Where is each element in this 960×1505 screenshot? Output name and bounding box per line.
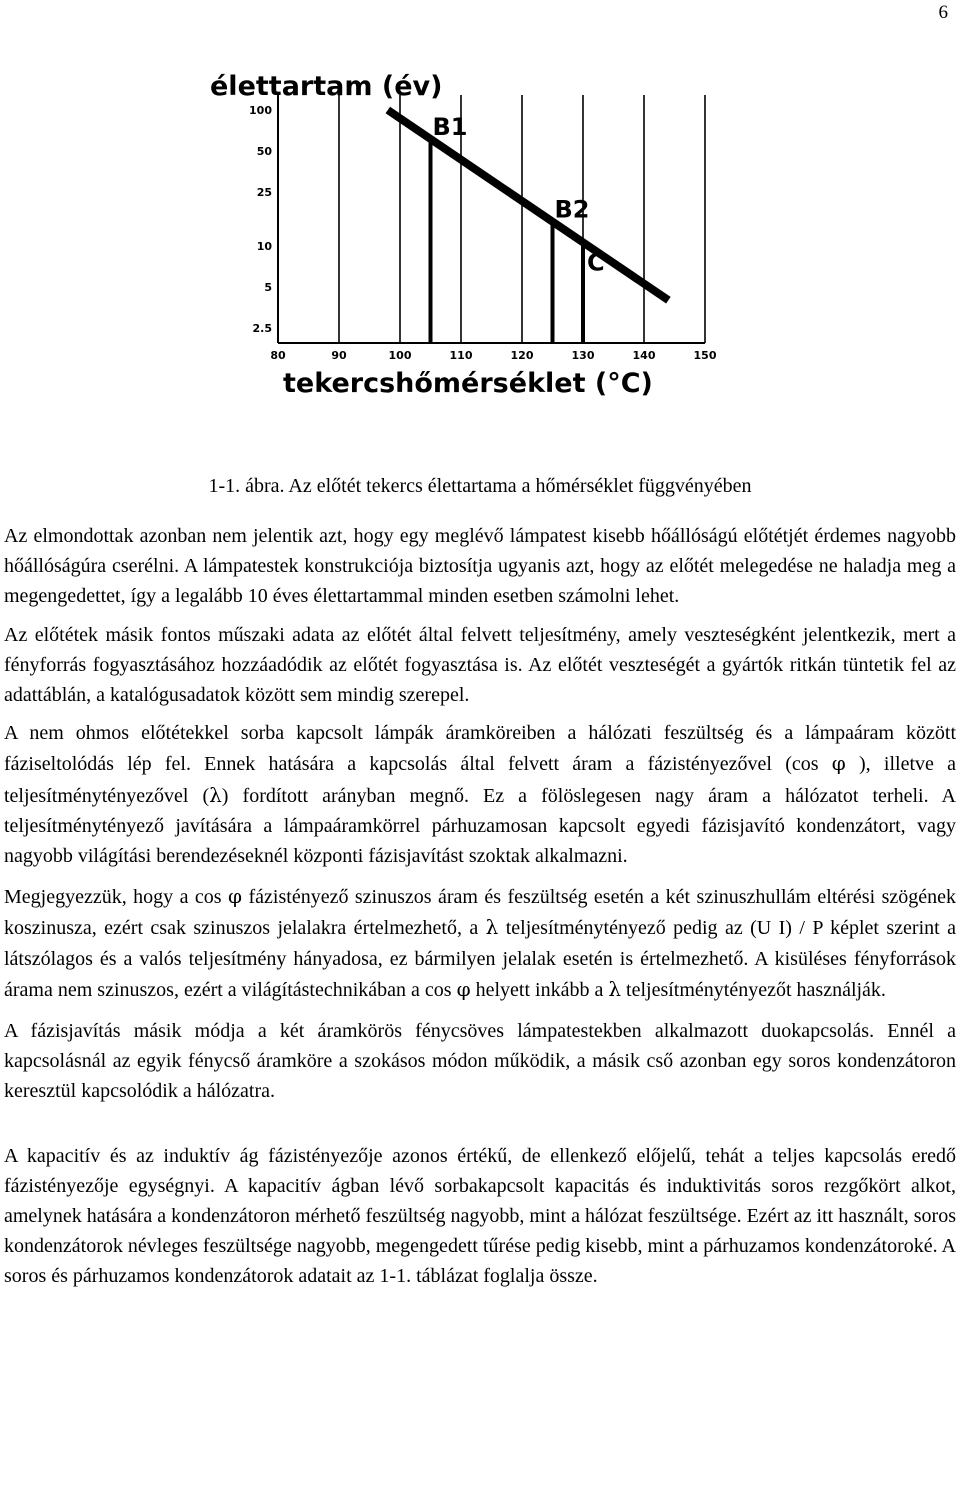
chart-x-ticks [270,349,716,362]
paragraph-4 [4,881,956,1005]
chart-y-axis-label: élettartam (év) [210,71,443,102]
chart-svg [205,60,725,405]
p4-text-e: teljesítménytényezőt használják. [621,978,886,1001]
p3-text-b: ), illetve a teljesítménytényezővel ( [4,753,956,807]
chart-x-tick-label: 120 [510,349,534,362]
paragraph-5: A fázisjavítás másik módja a két áramkörös fénycsöves lámpatestekben alkalmazott duokapcsolás. Ennél a kapcsolásnál az egyik fénycső áramköre a szokásos módon működik, a másik cső azonban egy soros kondenzátoron keresztül kapcsolódik a hálózatra. [4,1020,956,1103]
chart-markers [431,113,605,343]
chart-x-axis-label: tekercshőmérséklet (°C) [283,368,653,399]
paragraph-2: Az előtétek másik fontos műszaki adata az előtét által felvett teljesítmény, amely veszteségként jelentkezik, mert a fényforrás fogyasztásához hozzáadódik az előtét fogyasztása is. Az előtét veszteségét a gyártók ritkán tüntetik fel az adattáblán, a katalógusadatok között sem mindig szerepel. [4,623,956,707]
lambda-symbol: λ [485,915,499,940]
page-number: 6 [938,2,948,23]
p3-text-c: ) fordított arányban megnő. Ez a fölöslegesen nagy áram a hálózatot terheli. A teljesítménytényező javítására a lámpaáramkörrel párhuzamosan kapcsolt egyedi fázisjavító kondenzátort, vagy nagyobb világítási berendezéseknél központi fázisjavítást szoktak alkalmazni. [4,784,956,868]
lambda-symbol: λ [209,782,222,807]
lambda-symbol: λ [608,976,622,1001]
chart-y-tick-label: 50 [256,144,272,158]
caption-text: Az előtét tekercs élettartama a hőmérséklet függvényében [288,475,752,497]
chart-x-tick-label: 130 [571,349,595,362]
body-text [4,521,956,1292]
p4-text-c: teljesítménytényező pedig az (U I) / P képlet szerint a látszólagos és a valós teljesítmény hányadosa, ez bármilyen jelalak esetén is értelmezhető. A kisüléses fényforrások árama nem szinuszos, ezért a világítástechnikában a cos [4,917,956,1001]
chart-x-tick-label: 100 [388,349,412,362]
chart-y-tick-label: 25 [256,185,272,199]
paragraph-3 [4,718,956,871]
phi-symbol: φ [456,976,471,1001]
caption-number: 1-1. ábra. [208,475,285,497]
chart-grid [278,95,705,343]
phi-symbol: φ [228,884,243,909]
p4-text-a: Megjegyezzük, hogy a cos [4,886,229,909]
chart-x-tick-label: 110 [449,349,473,362]
p4-text-b: fázistényező szinuszos áram és feszültség esetén a két szinuszhullám eltérési szögének koszinusza, ezért csak szinuszos jelalakra értelmezhető, a [4,886,956,940]
chart-marker-label: C [587,248,605,277]
chart-y-tick-label: 10 [256,240,272,254]
figure-caption [0,475,960,498]
chart-marker-label: B2 [554,195,590,224]
chart-x-tick-label: 140 [632,349,656,362]
chart-marker-label: B1 [432,112,468,141]
chart-y-tick-label: 5 [264,281,272,295]
p3-text-a: A nem ohmos előtétekkel sorba kapcsolt lámpák áramköreiben a hálózati feszültség és a lámpaáram között fáziseltolódás lép fel. Ennek hatására a kapcsolás által felvett áram a fázistényezővel (cos [4,722,956,776]
p4-text-d: helyett inkább a [470,978,609,1001]
paragraph-6: A kapacitív és az induktív ág fázistényezője azonos értékű, de ellenkező előjelű, tehát a teljes kapcsolás eredő fázistényezője egységnyi. A kapacitív ágban lévő sorbakapcsolt kapacitás és induktivitás soros rezgőkört alkot, amelynek hatására a kondenzátoron mérhető feszültség nagyobb, mint a hálózat feszültsége. Ezért az itt használt, soros kondenzátorok névleges feszültsége nagyobb, megengedett tűrése pedig kisebb, mint a párhuzamos kondenzátoroké. A soros és párhuzamos kondenzátorok adatait az 1-1. táblázat foglalja össze. [4,1144,956,1288]
phi-symbol: φ [831,751,846,776]
lifetime-chart [205,60,725,405]
chart-x-tick-label: 90 [331,349,347,362]
chart-y-tick-label: 100 [249,104,272,117]
paragraph-1: Az elmondottak azonban nem jelentik azt, hogy egy meglévő lámpatest kisebb hőállóságú előtétjét érdemes nagyobb hőállóságúra cserélni. A lámpatestek konstrukciója biztosítja ugyanis azt, hogy az előtét melegedése ne haladja meg a megengedettet, így a legalább 10 éves élettartammal minden esetben számolni lehet. [4,525,956,608]
chart-y-ticks [249,104,272,335]
chart-x-tick-label: 150 [693,349,717,362]
chart-y-tick-label: 2.5 [252,322,272,335]
chart-x-tick-label: 80 [270,349,286,362]
